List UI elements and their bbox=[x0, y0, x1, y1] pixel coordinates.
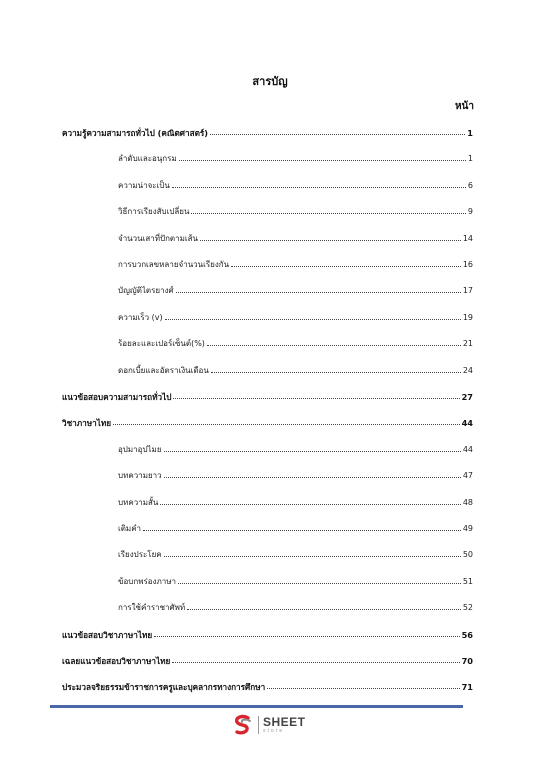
toc-entry-label: เฉลยแนวข้อสอบวิชาภาษาไทย bbox=[62, 656, 171, 666]
toc-section-row bbox=[118, 546, 473, 560]
toc-entry-page-number: 44 bbox=[462, 444, 473, 454]
toc-entry-page-number: 21 bbox=[462, 339, 473, 349]
dot-leader bbox=[172, 662, 459, 663]
dot-leader bbox=[176, 292, 461, 293]
toc-entry-page-number: 49 bbox=[462, 524, 473, 533]
toc-entry-label: อุปมาอุปไมย bbox=[118, 444, 162, 454]
toc-entry-label: ร้อยละและเปอร์เซ็นต์(%) bbox=[118, 339, 205, 349]
toc-entry-label: เรียงประโยค bbox=[118, 550, 162, 560]
dot-leader bbox=[231, 266, 461, 267]
toc-section-row bbox=[118, 494, 473, 508]
dot-leader bbox=[172, 187, 466, 188]
toc-entry-page-number: 47 bbox=[462, 471, 473, 481]
toc-entry-page-number: 71 bbox=[461, 682, 473, 693]
toc-entry-page-number: 14 bbox=[462, 233, 473, 243]
toc-section-row bbox=[118, 467, 473, 481]
footer-logo bbox=[232, 714, 306, 736]
toc-chapter-row bbox=[62, 124, 473, 138]
sheet-store-logo-icon bbox=[232, 714, 254, 736]
toc-entry-page-number: 24 bbox=[462, 365, 473, 375]
toc-chapter-row bbox=[62, 652, 473, 666]
dot-leader bbox=[165, 319, 461, 320]
toc-entry-label: ความเร็ว (v) bbox=[118, 312, 163, 322]
toc-section-row bbox=[118, 335, 473, 349]
dot-leader bbox=[207, 345, 461, 346]
toc-chapter-row bbox=[62, 626, 473, 640]
dot-leader bbox=[187, 609, 461, 610]
toc-section-row bbox=[118, 520, 473, 534]
toc-section-row bbox=[118, 362, 473, 376]
toc-entry-page-number: 52 bbox=[462, 603, 473, 613]
toc-chapter-row bbox=[62, 414, 473, 428]
dot-leader bbox=[113, 424, 460, 425]
toc-entry-label: ข้อบกพร่องภาษา bbox=[118, 576, 177, 586]
toc-section-row bbox=[118, 441, 473, 455]
toc-entry-label: การใช้คำราชาศัพท์ bbox=[118, 603, 186, 613]
toc-entry-label: วิธีการเรียงสับเปลี่ยน bbox=[118, 207, 190, 217]
toc-entry-label: ลำดับและอนุกรม bbox=[118, 154, 177, 164]
dot-leader bbox=[160, 504, 461, 505]
dot-leader bbox=[210, 134, 465, 135]
toc-entry-label: ความรู้ความสามารถทั่วไป (คณิตศาสตร์) bbox=[62, 128, 209, 138]
toc-entry-page-number: 48 bbox=[462, 497, 473, 507]
toc-entry-label: แนวข้อสอบความสามารถทั่วไป bbox=[62, 392, 172, 402]
toc-entry-label: แนวข้อสอบวิชาภาษาไทย bbox=[62, 629, 153, 640]
dot-leader bbox=[164, 451, 461, 452]
dot-leader bbox=[191, 213, 465, 214]
toc-section-row bbox=[118, 573, 473, 587]
dot-leader bbox=[164, 477, 461, 478]
toc-entry-label: ความน่าจะเป็น bbox=[118, 180, 170, 190]
dot-leader bbox=[154, 636, 459, 637]
toc-entry-page-number: 44 bbox=[461, 418, 473, 429]
toc-section-row bbox=[118, 230, 473, 244]
toc-entry-page-number: 56 bbox=[461, 629, 473, 640]
dot-leader bbox=[179, 160, 466, 161]
toc-section-row bbox=[118, 309, 473, 323]
toc-entry-label: ดอกเบี้ยและอัตราเงินเดือน bbox=[118, 365, 209, 375]
dot-leader bbox=[164, 556, 461, 557]
dot-leader bbox=[200, 240, 461, 241]
toc-entry-page-number: 1 bbox=[467, 154, 473, 164]
toc-section-row bbox=[118, 599, 473, 613]
toc-chapter-row bbox=[62, 678, 473, 692]
dot-leader bbox=[211, 372, 461, 373]
toc-entry-label: ประมวลจริยธรรมข้าราชการครูและบุคลากรทางการศึกษา bbox=[62, 682, 266, 693]
page-column-header: หน้า bbox=[454, 101, 474, 112]
toc-entry-label: บทความยาว bbox=[118, 471, 162, 481]
toc-entry-label: วิชาภาษาไทย bbox=[62, 418, 112, 429]
dot-leader bbox=[178, 583, 461, 584]
toc-entry-page-number: 70 bbox=[461, 656, 473, 666]
logo-wordmark: SHEET bbox=[263, 715, 306, 729]
toc-entry-label: การบวกเลขหลายจำนวนเรียงกัน bbox=[118, 260, 230, 269]
toc-entry-page-number: 19 bbox=[462, 312, 473, 322]
toc-entry-page-number: 17 bbox=[462, 286, 473, 296]
toc-entry-page-number: 16 bbox=[462, 260, 473, 269]
dot-leader bbox=[143, 530, 461, 531]
toc-chapter-row bbox=[62, 388, 473, 402]
toc-section-row bbox=[118, 203, 473, 217]
toc-entry-label: บทความสั้น bbox=[118, 497, 159, 507]
toc-entry-page-number: 50 bbox=[462, 550, 473, 560]
toc-entry-label: เติมคำ bbox=[118, 524, 142, 533]
toc-entry-page-number: 9 bbox=[467, 207, 473, 217]
page-title: สารบัญ bbox=[252, 75, 288, 88]
toc-entry-page-number: 1 bbox=[467, 128, 473, 138]
toc-section-row bbox=[118, 150, 473, 164]
toc-entry-page-number: 27 bbox=[461, 392, 473, 402]
toc-section-row bbox=[118, 256, 473, 270]
dot-leader bbox=[173, 398, 459, 399]
toc-entry-page-number: 6 bbox=[467, 180, 473, 190]
logo-subtext: store bbox=[263, 728, 285, 734]
toc-entry-label: บัญญัติไตรยางศ์ bbox=[118, 286, 174, 296]
toc-entry-label: จำนวนเสาที่ปักตามเส้น bbox=[118, 233, 198, 243]
toc-entry-page-number: 51 bbox=[462, 576, 473, 586]
toc-section-row bbox=[118, 177, 473, 191]
logo-separator bbox=[258, 716, 259, 734]
toc-section-row bbox=[118, 282, 473, 296]
footer-rule bbox=[50, 705, 463, 708]
dot-leader bbox=[267, 688, 459, 689]
